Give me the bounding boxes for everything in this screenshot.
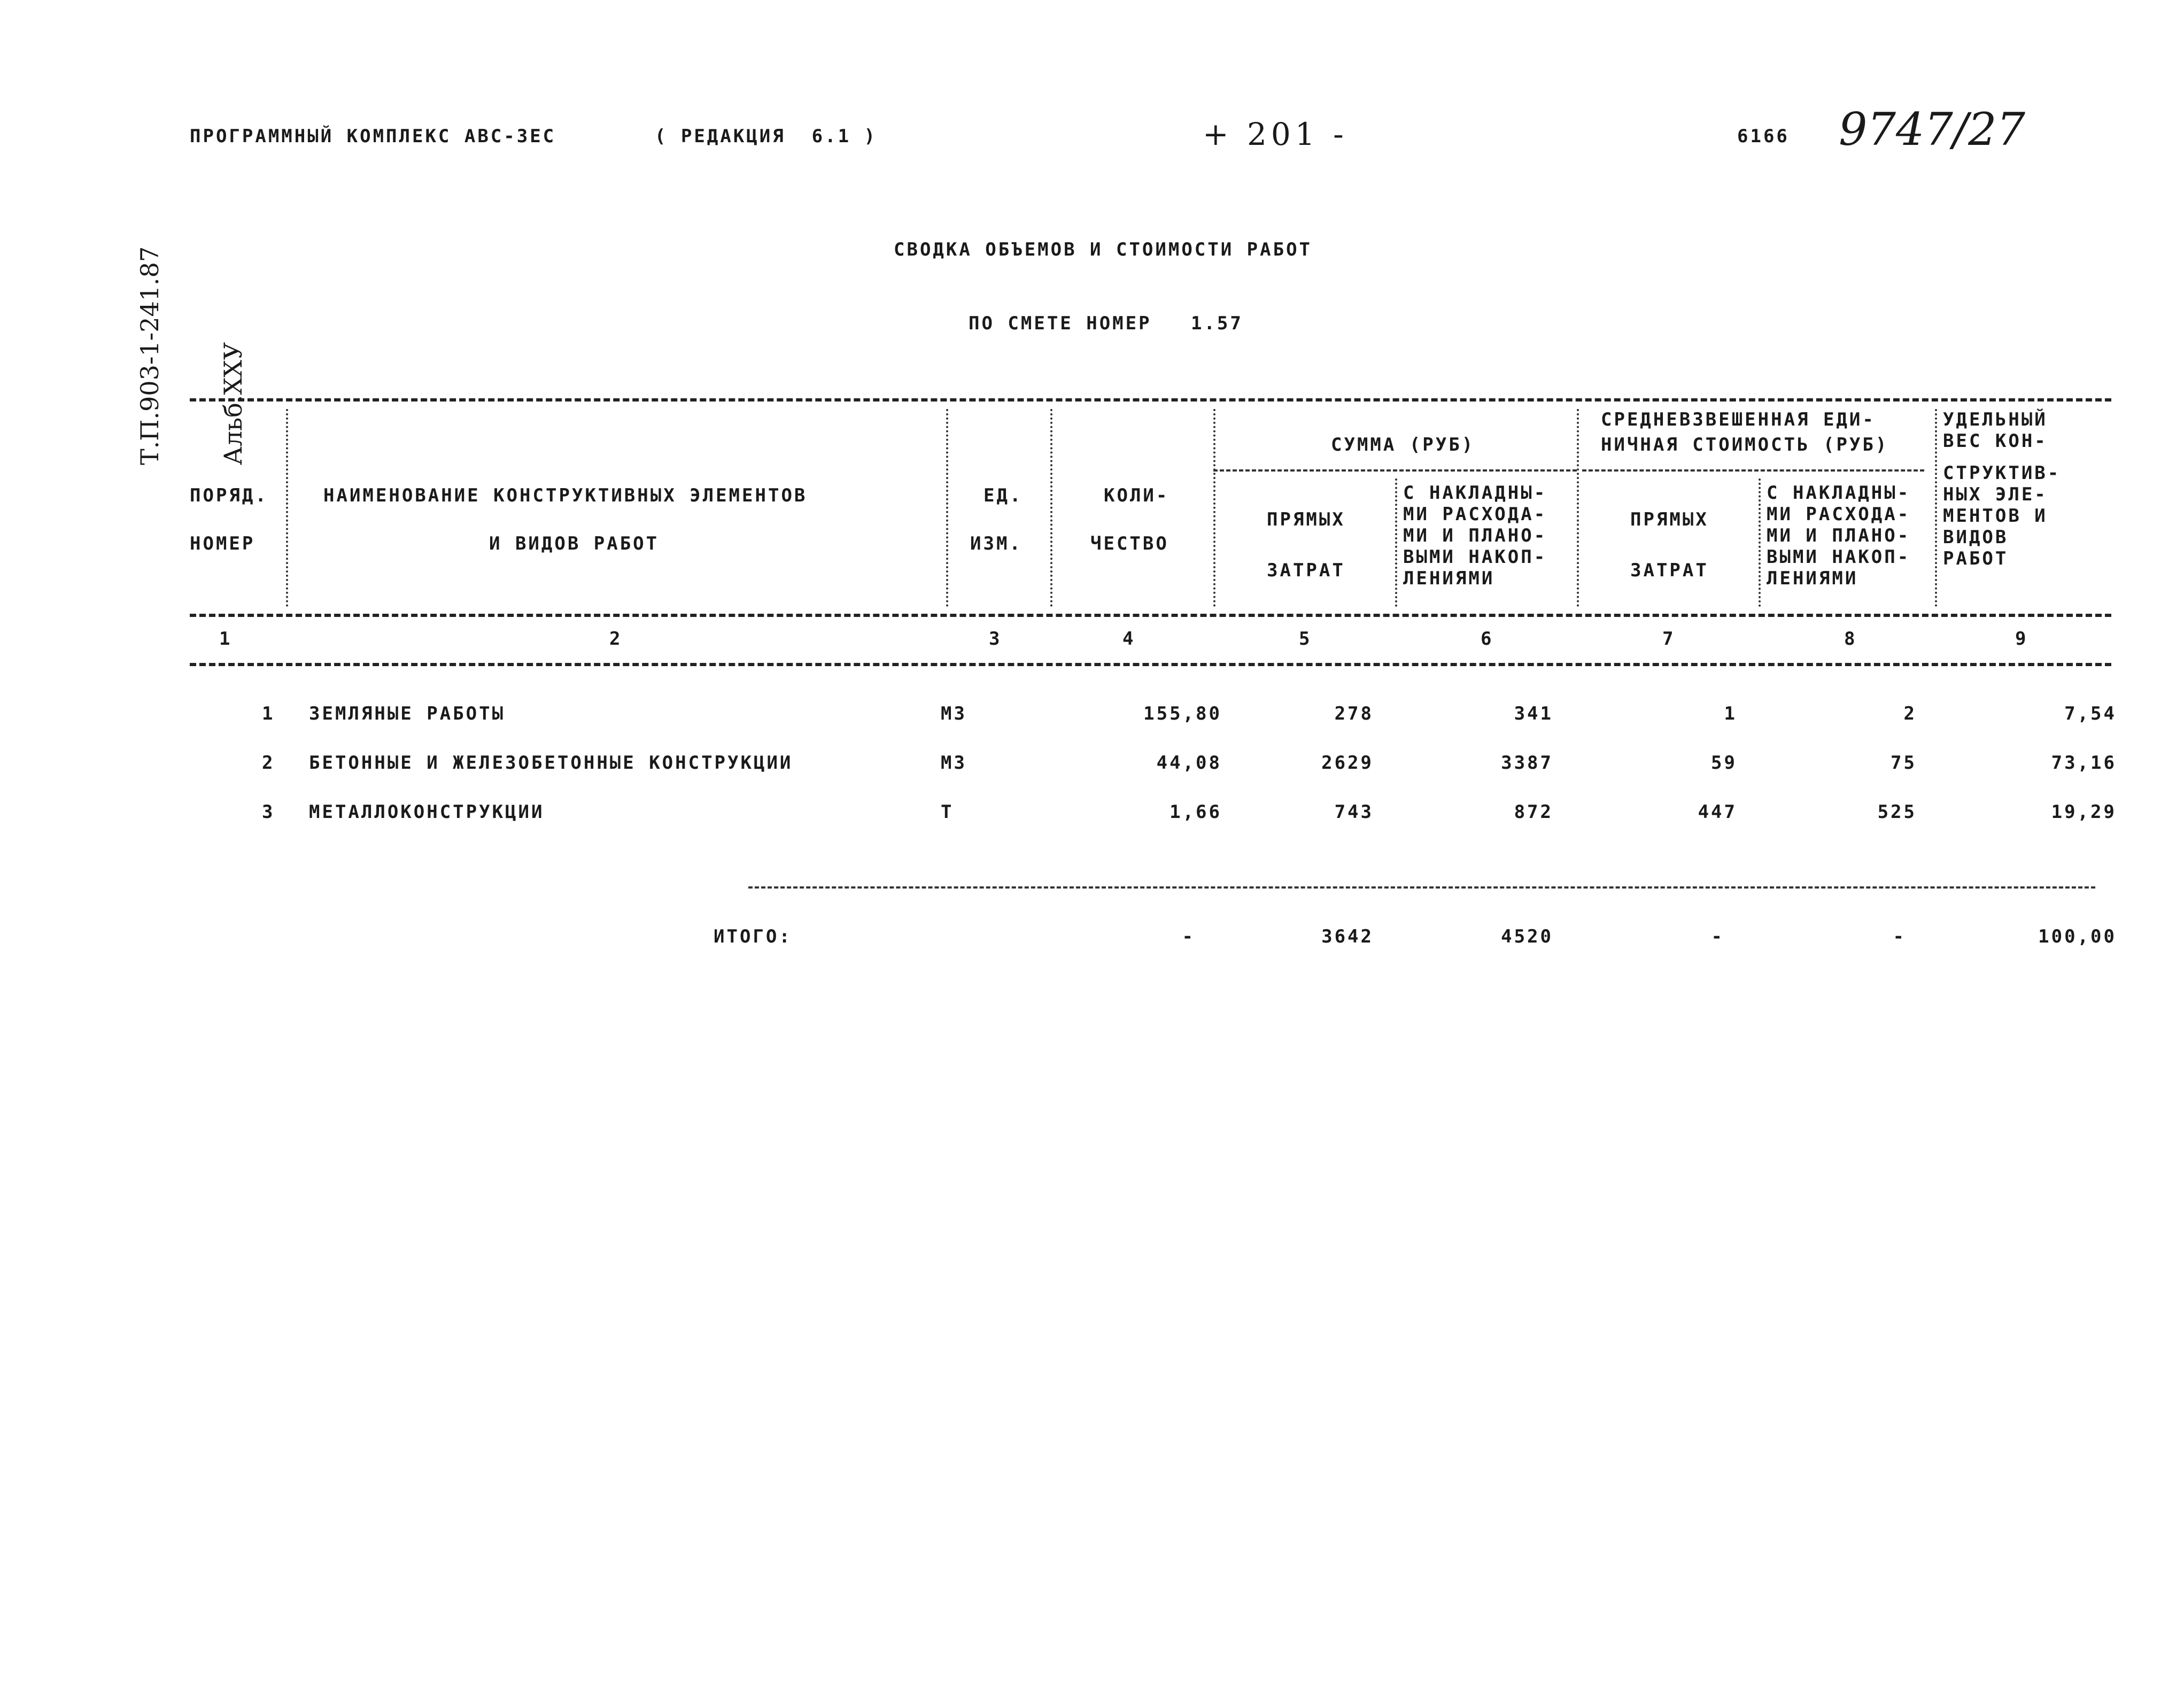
row-unit: М3 [941, 703, 967, 724]
stamp-number: 6166 [1737, 126, 1790, 147]
total-qty: - [1182, 926, 1195, 947]
col9-header-l7: РАБОТ [1943, 548, 2009, 569]
document-subtitle: ПО СМЕТЕ НОМЕР 1.57 [969, 313, 1243, 334]
total-label: ИТОГО: [714, 926, 792, 947]
col-separator [1213, 409, 1215, 607]
row-avg-direct: 1 [1724, 703, 1737, 724]
avg-overhead-header-l2: МИ РАСХОДА- [1767, 504, 1911, 525]
avg-overhead-header-l1: С НАКЛАДНЫ- [1767, 482, 1911, 504]
overhead-header-l5: ЛЕНИЯМИ [1403, 568, 1495, 589]
handwritten-number: 9747/27 [1839, 103, 2025, 156]
row-share: 19,29 [2051, 801, 2117, 823]
overhead-header-l4: ВЫМИ НАКОП- [1403, 546, 1547, 568]
sum-group-rule [1213, 469, 1577, 472]
col3-header-l1: ЕД. [983, 485, 1023, 506]
program-name: ПРОГРАММНЫЙ КОМПЛЕКС АВС-ЗЕС [190, 126, 556, 147]
col2-header-l1: НАИМЕНОВАНИЕ КОНСТРУКТИВНЫХ ЭЛЕМЕНТОВ [323, 485, 808, 506]
row-unit: М3 [941, 752, 967, 774]
avg-group-header-l1: СРЕДНЕВЗВЕШЕННАЯ ЕДИ- [1601, 409, 1876, 430]
avg-overhead-header-l5: ЛЕНИЯМИ [1767, 568, 1858, 589]
row-direct: 743 [1334, 801, 1374, 823]
overhead-header-l3: МИ И ПЛАНО- [1403, 525, 1547, 546]
direct-header-l2: ЗАТРАТ [1267, 560, 1345, 581]
avg-group-header-l2: НИЧНАЯ СТОИМОСТЬ (РУБ) [1601, 434, 1889, 455]
edition: ( РЕДАКЦИЯ 6.1 ) [655, 126, 877, 147]
header-bottom-rule [190, 614, 2111, 617]
avg-direct-header-l2: ЗАТРАТ [1630, 560, 1709, 581]
row-avg-overhead: 75 [1891, 752, 1917, 774]
document-title: СВОДКА ОБЪЕМОВ И СТОИМОСТИ РАБОТ [894, 239, 1313, 260]
side-label-line2: Альб.XXУ [219, 342, 247, 465]
row-share: 73,16 [2051, 752, 2117, 774]
table-top-rule [190, 398, 2111, 401]
row-avg-direct: 447 [1698, 801, 1737, 823]
row-number: 1 [262, 703, 275, 724]
row-avg-overhead: 525 [1877, 801, 1917, 823]
total-avg-overhead: - [1893, 926, 1906, 947]
direct-header-l1: ПРЯМЫХ [1267, 509, 1345, 530]
col-separator [286, 409, 288, 607]
col-separator [1577, 409, 1579, 607]
column-number: 4 [1122, 628, 1136, 650]
sum-group-header: СУММА (РУБ) [1331, 434, 1475, 455]
col-separator [1050, 409, 1052, 607]
row-overhead: 3387 [1501, 752, 1553, 774]
column-numbers-rule [190, 663, 2111, 666]
row-number: 2 [262, 752, 275, 774]
col9-header-l4: НЫХ ЭЛЕ- [1943, 484, 2048, 505]
col-separator [1935, 409, 1937, 607]
row-overhead: 341 [1514, 703, 1553, 724]
column-number: 6 [1481, 628, 1494, 650]
total-avg-direct: - [1711, 926, 1724, 947]
col3-header-l2: ИЗМ. [970, 533, 1023, 554]
row-name: ЗЕМЛЯНЫЕ РАБОТЫ [309, 703, 506, 724]
col9-header-l1: УДЕЛЬНЫЙ [1943, 409, 2048, 430]
side-label [80, 246, 275, 465]
col1-header-l2: НОМЕР [190, 533, 255, 554]
col9-header-l3: СТРУКТИВ- [1943, 462, 2061, 484]
row-qty: 155,80 [1143, 703, 1222, 724]
col-separator [1759, 478, 1761, 607]
col4-header-l1: КОЛИ- [1104, 485, 1170, 506]
total-share: 100,00 [2038, 926, 2117, 947]
column-number: 2 [609, 628, 623, 650]
row-overhead: 872 [1514, 801, 1553, 823]
column-number: 7 [1662, 628, 1676, 650]
column-number: 3 [989, 628, 1002, 650]
col2-header-l2: И ВИДОВ РАБОТ [489, 533, 660, 554]
col9-header-l2: ВЕС КОН- [1943, 430, 2048, 452]
row-name: БЕТОННЫЕ И ЖЕЛЕЗОБЕТОННЫЕ КОНСТРУКЦИИ [309, 752, 793, 774]
total-overhead: 4520 [1501, 926, 1553, 947]
col4-header-l2: ЧЕСТВО [1090, 533, 1169, 554]
row-qty: 1,66 [1170, 801, 1222, 823]
col-separator [1395, 478, 1397, 607]
row-direct: 278 [1334, 703, 1374, 724]
row-number: 3 [262, 801, 275, 823]
row-share: 7,54 [2064, 703, 2117, 724]
col9-header-l5: МЕНТОВ И [1943, 505, 2048, 527]
total-rule [748, 886, 2095, 889]
avg-direct-header-l1: ПРЯМЫХ [1630, 509, 1709, 530]
avg-overhead-header-l4: ВЫМИ НАКОП- [1767, 546, 1911, 568]
column-number: 5 [1299, 628, 1312, 650]
overhead-header-l1: С НАКЛАДНЫ- [1403, 482, 1547, 504]
column-number: 8 [1844, 628, 1857, 650]
avg-group-rule [1582, 469, 1924, 472]
row-name: МЕТАЛЛОКОНСТРУКЦИИ [309, 801, 545, 823]
avg-overhead-header-l3: МИ И ПЛАНО- [1767, 525, 1911, 546]
col1-header-l1: ПОРЯД. [190, 485, 268, 506]
col-separator [946, 409, 948, 607]
overhead-header-l2: МИ РАСХОДА- [1403, 504, 1547, 525]
column-number: 9 [2015, 628, 2028, 650]
page-number: + 201 - [1203, 116, 1348, 152]
row-direct: 2629 [1321, 752, 1374, 774]
total-direct: 3642 [1321, 926, 1374, 947]
side-label-line1: Т.П.903-1-241.87 [135, 246, 164, 465]
col9-header-l6: ВИДОВ [1943, 527, 2009, 548]
row-unit: Т [941, 801, 954, 823]
row-avg-direct: 59 [1711, 752, 1737, 774]
column-number: 1 [219, 628, 233, 650]
row-avg-overhead: 2 [1903, 703, 1917, 724]
row-qty: 44,08 [1156, 752, 1222, 774]
